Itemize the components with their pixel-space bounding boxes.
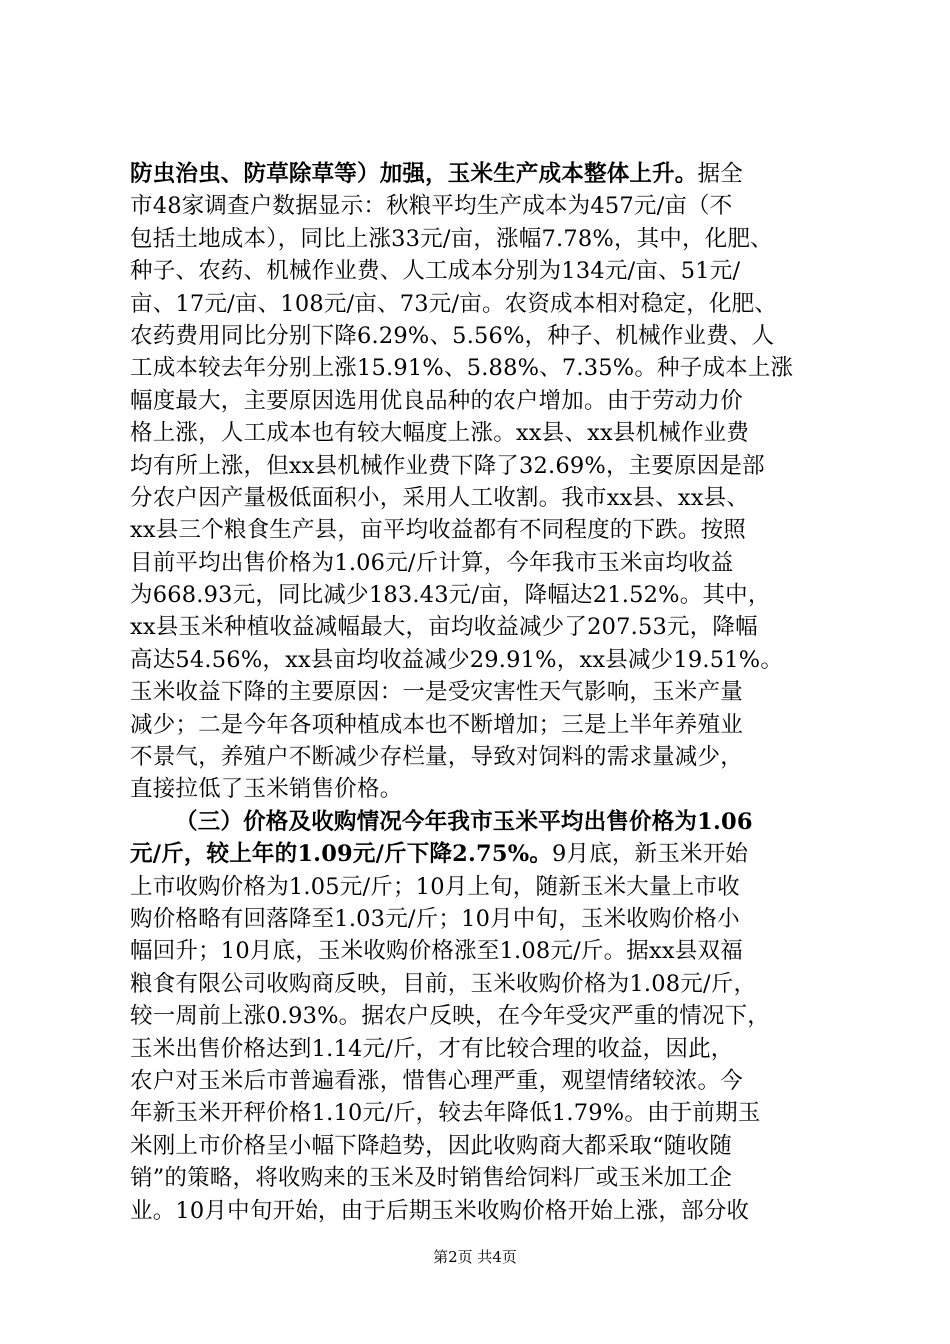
text-line — [130, 773, 830, 805]
text-run: xx县三个粮食生产县，亩平均收益都有不同程度的下跌。按照 — [130, 517, 746, 544]
text-run: 为668.93元，同比减少183.43元/亩，降幅达21.52%。其中， — [130, 582, 771, 609]
bold-text-run: 防虫治虫、防草除草等）加强，玉米生产成本整体上升。 — [130, 161, 698, 187]
text-run: 幅回升；10月底，玉米收购价格涨至1.08元/斤。据xx县双福 — [130, 938, 743, 965]
text-run: 包括土地成本），同比上涨33元/亩，涨幅7.78%，其中，化肥、 — [130, 225, 773, 252]
text-run: 年新玉米开秤价格1.10元/斤，较去年降低1.79%。由于前期玉 — [130, 1100, 761, 1127]
text-run: 玉米收益下降的主要原因：一是受灾害性天气影响，玉米产量 — [130, 679, 743, 706]
text-line — [130, 741, 830, 773]
text-run: 分农户因产量极低面积小，采用人工收割。我市xx县、xx县、 — [130, 484, 750, 511]
text-line — [130, 158, 830, 190]
text-run: 购价格略有回落降至1.03元/斤；10月中旬，玉米收购价格小 — [130, 905, 740, 932]
text-run: 均有所上涨，但xx县机械作业费下降了32.69%，主要原因是部 — [130, 452, 765, 479]
text-line — [130, 255, 830, 287]
text-line — [130, 579, 830, 611]
text-run: 高达54.56%，xx县亩均收益减少29.91%，xx县减少19.51%。 — [130, 646, 784, 673]
text-run: 农药费用同比分别下降6.29%、5.56%，种子、机械作业费、人 — [130, 322, 775, 349]
text-line — [130, 1097, 830, 1129]
text-line — [130, 806, 830, 838]
text-run: 较一周前上涨0.93%。据农户反映，在今年受灾严重的情况下， — [130, 1003, 770, 1030]
text-line — [130, 935, 830, 967]
text-line — [130, 611, 830, 643]
text-line — [130, 1130, 830, 1162]
text-run: 9月底，新玉米开始 — [552, 841, 749, 868]
text-run: 据全 — [697, 161, 743, 187]
text-line — [130, 450, 830, 482]
document-body — [130, 158, 830, 1227]
text-line — [130, 676, 830, 708]
text-run: 目前平均出售价格为1.06元/斤计算，今年我市玉米亩均收益 — [130, 549, 734, 576]
text-line — [130, 288, 830, 320]
text-line — [130, 968, 830, 1000]
text-line — [130, 838, 830, 870]
text-line — [130, 1065, 830, 1097]
text-line — [130, 190, 830, 222]
text-run: 格上涨，人工成本也有较大幅度上涨。xx县、xx县机械作业费 — [130, 420, 750, 447]
text-line — [130, 1195, 830, 1227]
bold-text-run: （三）价格及收购情况今年我市玉米平均出售价格为1.06 — [175, 808, 753, 835]
text-line — [130, 903, 830, 935]
text-run: 玉米出售价格达到1.14元/斤，才有比较合理的收益，因此， — [130, 1035, 734, 1062]
text-run: 粮食有限公司收购商反映，目前，玉米收购价格为1.08元/斤， — [130, 970, 757, 997]
text-line — [130, 547, 830, 579]
text-run: 幅度最大，主要原因选用优良品种的农户增加。由于劳动力价 — [130, 387, 743, 414]
text-line — [130, 709, 830, 741]
text-line — [130, 417, 830, 449]
text-line — [130, 320, 830, 352]
text-run: 减少；二是今年各项种植成本也不断增加；三是上半年养殖业 — [130, 711, 743, 738]
text-line — [130, 1033, 830, 1065]
text-line — [130, 514, 830, 546]
text-run: 直接拉低了玉米销售价格。 — [130, 776, 403, 803]
text-run: 工成本较去年分别上涨15.91%、5.88%、7.35%。种子成本上涨 — [130, 355, 794, 382]
page-footer: 第2页 共4页 — [433, 1248, 517, 1266]
text-run: 市48家调查户数据显示：秋粮平均生产成本为457元/亩（不 — [130, 193, 733, 220]
text-run: 销”的策略，将收购来的玉米及时销售给饲料厂或玉米加工企 — [130, 1165, 732, 1192]
text-line — [130, 223, 830, 255]
text-line — [130, 1162, 830, 1194]
text-run: 米刚上市价格呈小幅下降趋势，因此收购商大都采取“随收随 — [130, 1132, 732, 1159]
text-line — [130, 385, 830, 417]
text-run: xx县玉米种植收益减幅最大，亩均收益减少了207.53元，降幅 — [130, 614, 758, 641]
text-line — [130, 871, 830, 903]
text-line — [130, 482, 830, 514]
text-line — [130, 644, 830, 676]
text-run: 亩、17元/亩、108元/亩、73元/亩。农资成本相对稳定，化肥、 — [130, 290, 778, 317]
text-run: 业。10月中旬开始，由于后期玉米收购价格开始上涨，部分收 — [130, 1197, 750, 1224]
text-line — [130, 352, 830, 384]
text-run: 上市收购价格为1.05元/斤；10月上旬，随新玉米大量上市收 — [130, 873, 740, 900]
text-run: 不景气，养殖户不断减少存栏量，导致对饲料的需求量减少， — [130, 744, 743, 771]
bold-text-run: 元/斤，较上年的1.09元/斤下降2.75%。 — [130, 841, 553, 868]
text-run: 种子、农药、机械作业费、人工成本分别为134元/亩、51元/ — [130, 258, 741, 285]
text-line — [130, 1000, 830, 1032]
text-run: 农户对玉米后市普遍看涨，惜售心理严重，观望情绪较浓。今 — [130, 1067, 743, 1094]
